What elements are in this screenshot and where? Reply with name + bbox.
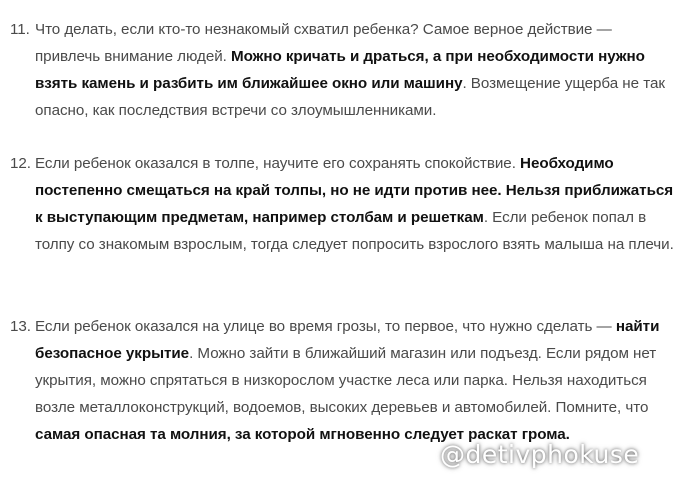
text-segment: . Можно зайти в ближайший магазин или подъезд. Если рядом нет укрытия, можно спрятаться в низкорослом участке леса или парка. Нельзя находиться возле металлоконструкций, водоемов, высоких деревьев и автомобилей. Помните, что	[35, 345, 657, 416]
list-item-13	[10, 313, 680, 448]
item-number: 11.	[10, 21, 30, 38]
text-segment: Что делать, если кто-то незнакомый схватил ребенка? Самое верное действие — привлечь внимание людей.	[35, 21, 612, 65]
item-text	[35, 16, 680, 124]
bold-text-segment: Можно кричать и драться, а при необходимости нужно взять камень и разбить им ближайшее окно или машину	[35, 48, 645, 92]
text-segment: Если ребенок оказался на улице во время грозы, то первое, что нужно сделать —	[35, 318, 616, 335]
bold-text-segment: самая опасная та молния, за которой мгновенно следует раскат грома.	[35, 426, 570, 443]
text-segment: Если ребенок оказался в толпе, научите его сохранять спокойствие.	[35, 155, 521, 172]
item-text	[35, 313, 680, 448]
item-number: 13.	[10, 318, 31, 335]
item-number: 12.	[10, 155, 31, 172]
bold-text-segment: Необходимо постепенно смещаться на край толпы, но не идти против нее. Нельзя приближаться к выступающим предметам, например столбам и решеткам	[35, 155, 674, 226]
text-segment: . Возмещение ущерба не так опасно, как последствия встречи со злоумышленниками.	[35, 75, 665, 119]
bold-text-segment: найти безопасное укрытие	[35, 318, 660, 362]
item-text	[35, 150, 680, 258]
list-item-11	[10, 16, 680, 124]
list-item-12	[10, 150, 680, 258]
watermark: @detivphokuse	[440, 440, 640, 469]
text-segment: . Если ребенок попал в толпу со знакомым взрослым, тогда следует попросить взрослого взять малыша на плечи.	[35, 209, 674, 253]
